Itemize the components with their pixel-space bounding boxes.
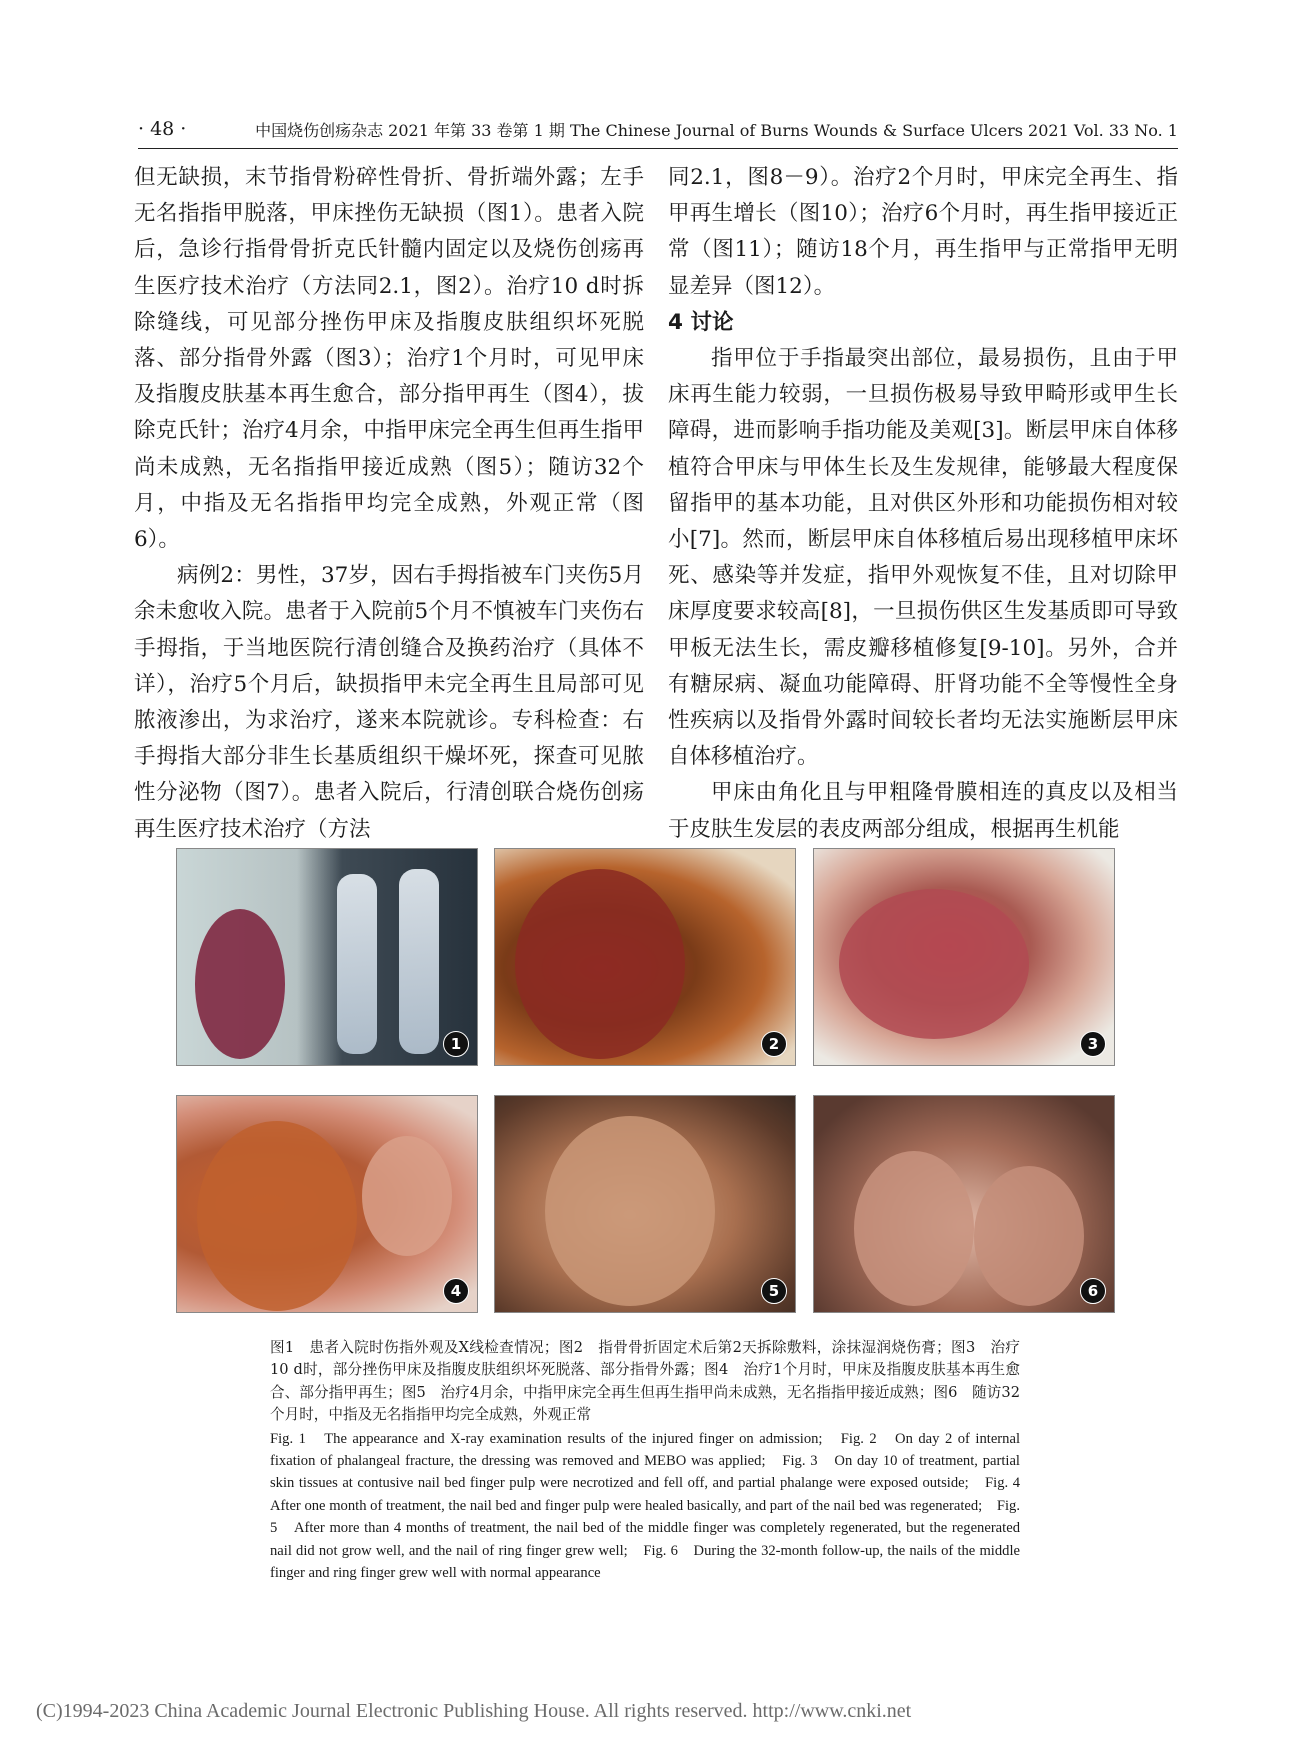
figure-6-photo: [813, 1095, 1115, 1313]
figure-number: 2: [761, 1031, 787, 1057]
paragraph: 指甲位于手指最突出部位，最易损伤，且由于甲床再生能力较弱，一旦损伤极易导致甲畸形或甲生长障碍，进而影响手指功能及美观[3]。断层甲床自体移植符合甲床与甲体生长及生发规律，能够最大程度保留指甲的基本功能，且对供区外形和功能损伤相对较小[7]。然而，断层甲床自体移植后易出现移植甲床坏死、感染等并发症，指甲外观恢复不佳，且对切除甲床厚度要求较高[8]，一旦损伤供区生发基质即可导致甲板无法生长，需皮瓣移植修复[9-10]。另外，合并有糖尿病、凝血功能障碍、肝肾功能不全等慢性全身性疾病以及指骨外露时间较长者均无法实施断层甲床自体移植治疗。: [668, 346, 1178, 770]
copyright-footer: (C)1994-2023 China Academic Journal Electronic Publishing House. All rights reserved. http://www.cnki.net: [36, 1700, 912, 1722]
paragraph: 同2.1，图8－9）。治疗2个月时，甲床完全再生、指甲再生增长（图10）；治疗6个月时，再生指甲接近正常（图11）；随访18个月，再生指甲与正常指甲无明显差异（图12）。: [668, 165, 1178, 299]
paragraph: 但无缺损，末节指骨粉碎性骨折、骨折端外露；左手无名指指甲脱落，甲床挫伤无缺损（图1）。患者入院后，急诊行指骨骨折克氏针髓内固定以及烧伤创疡再生医疗技术治疗（方法同2.1，图2）。治疗10 d时拆除缝线，可见部分挫伤甲床及指腹皮肤组织坏死脱落、部分指骨外露（图3）；治疗1个月时，可见甲床及指腹皮肤基本再生愈合，部分指甲再生（图4），拔除克氏针；治疗4月余，中指甲床完全再生但再生指甲尚未成熟，无名指指甲接近成熟（图5）；随访32个月，中指及无名指指甲均完全成熟，外观正常（图6）。: [134, 165, 644, 553]
figure-1-photo: [176, 848, 478, 1066]
finger-image: [545, 1116, 715, 1306]
finger-image: [515, 869, 685, 1059]
figure-number: 6: [1080, 1278, 1106, 1304]
figure-number: 1: [443, 1031, 469, 1057]
figure-number: 4: [443, 1278, 469, 1304]
left-column: [134, 160, 644, 848]
figure-number: 3: [1080, 1031, 1106, 1057]
right-column: [668, 160, 1178, 848]
finger-image: [839, 889, 1029, 1039]
section-heading: 4 讨论: [668, 309, 734, 335]
page-number: · 48 ·: [138, 118, 187, 140]
finger-image: [362, 1136, 452, 1256]
page-header: [138, 118, 1178, 148]
finger-image: [974, 1166, 1084, 1306]
figure-4-photo: [176, 1095, 478, 1313]
injured-finger-image: [195, 909, 285, 1059]
caption-chinese: 图1 患者入院时伤指外观及X线检查情况；图2 指骨骨折固定术后第2天拆除敷料，涂抹湿润烧伤膏；图3 治疗10 d时，部分挫伤甲床及指腹皮肤组织坏死脱落、部分指骨外露；图4 治疗1个月时，甲床及指腹皮肤基本再生愈合、部分指甲再生；图5 治疗4月余，中指甲床完全再生但再生指甲尚未成熟，无名指指甲接近成熟；图6 随访32个月时，中指及无名指指甲均完全成熟，外观正常: [270, 1339, 1020, 1424]
xray-bone-image: [337, 874, 377, 1054]
caption-english: Fig. 1 The appearance and X-ray examination results of the injured finger on admission; Fig. 2 On day 2 of internal fixation of phalangeal fracture, the dressing was removed and MEBO was applied; Fig. 3 On day 10 of treatment, partial skin tissues at contusive nail bed finger pulp were necrotized and fell off, and partial phalange were exposed outside; Fig. 4 After one month of treatment, the nail bed and finger pulp were healed basically, and part of the nail bed was regenerated; Fig. 5 After more than 4 months of treatment, the nail bed of the middle finger was completely regenerated, but the regenerated nail did not grow well, and the nail of ring finger grew well; Fig. 6 During the 32-month follow-up, the nails of the middle finger and ring finger grew well with normal appearance: [270, 1430, 1035, 1582]
figure-number: 5: [761, 1278, 787, 1304]
figure-2-photo: [494, 848, 796, 1066]
figure-5-photo: [494, 1095, 796, 1313]
figure-3-photo: [813, 848, 1115, 1066]
figure-caption: [270, 1337, 1035, 1584]
paragraph: 甲床由角化且与甲粗隆骨膜相连的真皮以及相当于皮肤生发层的表皮两部分组成，根据再生机能: [668, 780, 1178, 842]
paragraph: 病例2：男性，37岁，因右手拇指被车门夹伤5月余未愈收入院。患者于入院前5个月不慎被车门夹伤右手拇指，于当地医院行清创缝合及换药治疗（具体不详），治疗5个月后，缺损指甲未完全再生且局部可见脓液渗出，为求治疗，遂来本院就诊。专科检查：右手拇指大部分非生长基质组织干燥坏死，探查可见脓性分泌物（图7）。患者入院后，行清创联合烧伤创疡再生医疗技术治疗（方法: [134, 563, 644, 842]
journal-title: 中国烧伤创疡杂志 2021 年第 33 卷第 1 期 The Chinese Journal of Burns Wounds & Surface Ulcers 2021 Vol. 33 No. 1: [255, 121, 1178, 140]
xray-bone-image: [399, 869, 439, 1054]
finger-image: [854, 1151, 974, 1306]
finger-image: [197, 1121, 357, 1311]
header-divider: [138, 148, 1178, 149]
